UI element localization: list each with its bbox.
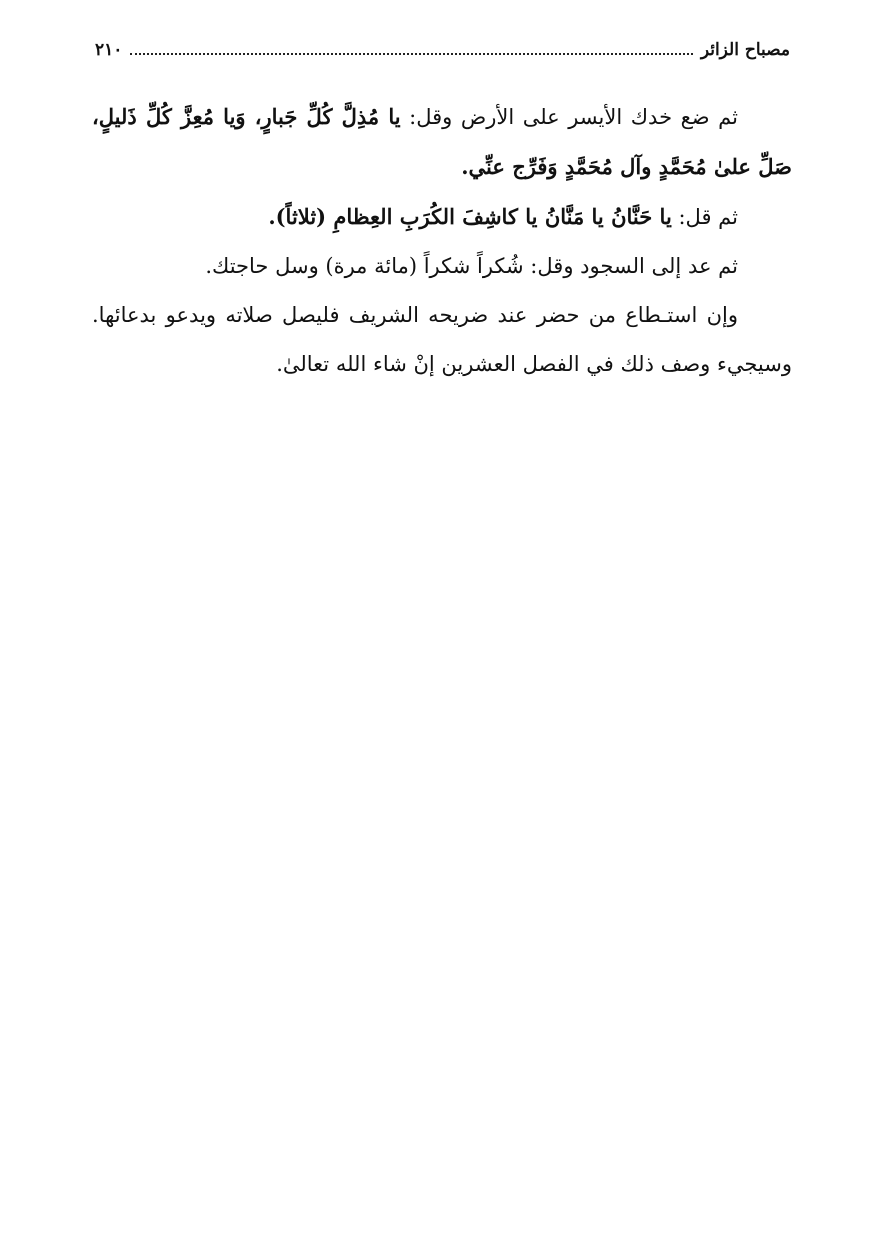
running-header — [95, 36, 790, 64]
paragraph-3: ثم عد إلى السجود وقل: شُكراً شكراً (مائة مرة) وسل حاجتك. — [205, 254, 738, 278]
page-number: ٢١٠ — [95, 40, 123, 60]
paragraph-1-prayer: يا مُذِلَّ كُلِّ جَبارٍ، وَيا مُعِزَّ كُلِّ ذَليلٍ، صَلِّ علىٰ مُحَمَّدٍ وآل مُحَمَّدٍ وَفَرِّج عنِّي. — [92, 104, 792, 179]
header-dot-leader — [130, 53, 692, 55]
book-title: مصباح الزائر — [700, 40, 790, 60]
body-text — [92, 92, 792, 389]
paragraph-1 — [92, 92, 792, 192]
paragraph-2 — [92, 192, 792, 242]
paragraph-1-intro: ثم ضع خدك الأيسر على الأرض وقل: — [400, 105, 738, 129]
paragraph-4: وإن استـطاع من حضر عند ضريحه الشريف فليصل صلاته ويدعو بدعائها. وسيجيء وصف ذلك في الفصل العشرين إنْ شاء الله تعالىٰ. — [92, 303, 792, 376]
paragraph-2-intro: ثم قل: — [671, 205, 738, 229]
paragraph-2-prayer: يا حَنَّانُ يا مَنَّانُ يا كاشِفَ الكُرَبِ العِظامِ (ثلاثاً). — [268, 204, 672, 229]
